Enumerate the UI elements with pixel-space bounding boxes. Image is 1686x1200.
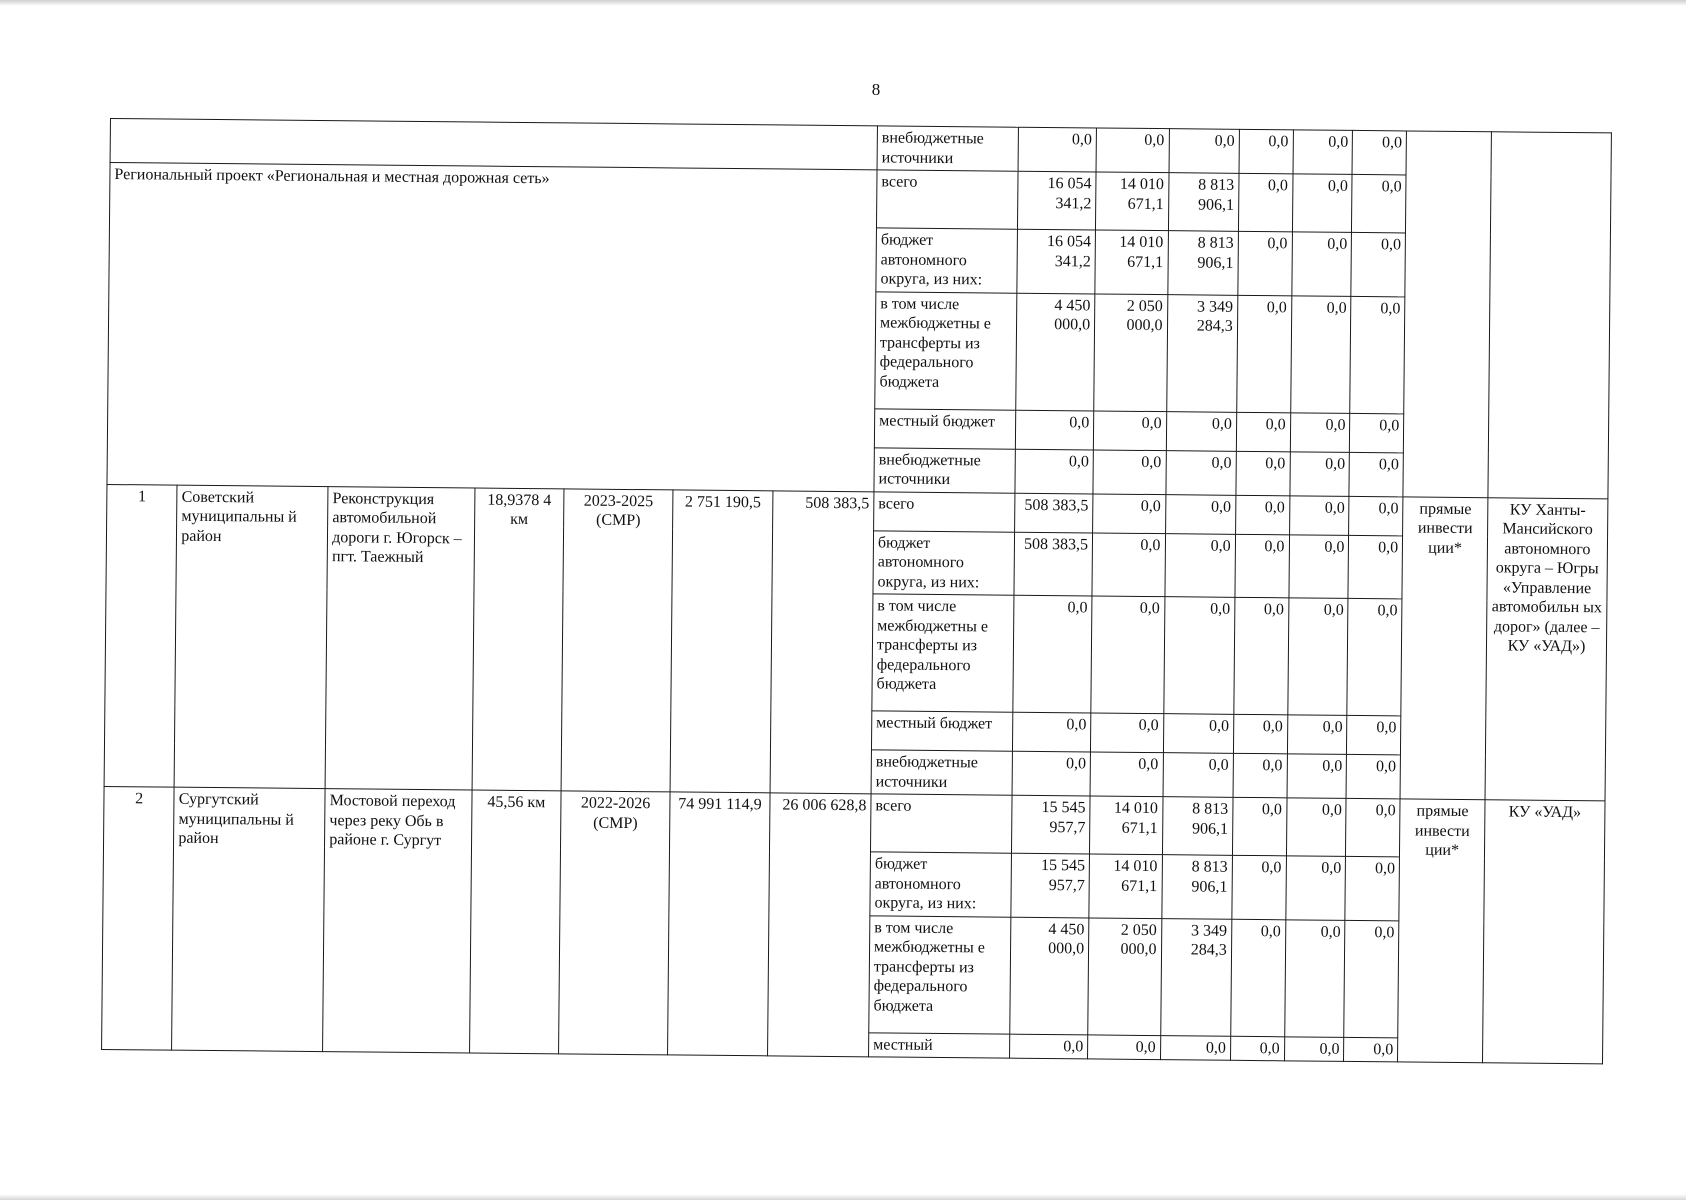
row-label: всего xyxy=(874,491,1015,531)
remaining-cost-cell: 26 006 628,8 xyxy=(767,793,871,1057)
value-cell: 0,0 xyxy=(1231,919,1286,1037)
value-cell: 0,0 xyxy=(1290,412,1350,452)
value-cell: 0,0 xyxy=(1093,449,1166,494)
value-cell: 0,0 xyxy=(1169,129,1240,174)
value-cell: 0,0 xyxy=(1287,598,1348,716)
value-cell: 0,0 xyxy=(1230,1036,1284,1061)
value-cell: 0,0 xyxy=(1160,1035,1231,1060)
value-cell: 0,0 xyxy=(1235,495,1289,535)
value-cell: 0,0 xyxy=(1088,1034,1161,1059)
value-cell: 0,0 xyxy=(1009,1034,1088,1059)
empty-cell xyxy=(110,119,877,170)
value-cell: 0,0 xyxy=(1091,713,1164,753)
capacity-cell: 45,56 км xyxy=(470,790,561,1054)
object-number: 1 xyxy=(104,484,177,787)
value-cell: 0,0 xyxy=(1291,232,1352,296)
value-cell: 0,0 xyxy=(1237,295,1292,413)
value-cell: 2 050 000,0 xyxy=(1094,293,1167,411)
period-cell: 2023-2025 (СМР) xyxy=(561,488,673,792)
value-cell: 0,0 xyxy=(1012,712,1091,752)
value-cell: 4 450 000,0 xyxy=(1009,917,1089,1035)
value-cell: 0,0 xyxy=(1289,451,1349,496)
value-cell: 0,0 xyxy=(1349,452,1403,497)
budget-table-sheet xyxy=(101,118,1612,1117)
row-label: внебюджетные источники xyxy=(871,750,1012,795)
value-cell: 0,0 xyxy=(1347,598,1402,716)
value-cell: 8 813 906,1 xyxy=(1161,855,1232,919)
value-cell: 0,0 xyxy=(1239,129,1293,174)
value-cell: 14 010 671,1 xyxy=(1095,230,1168,294)
row-label: местный бюджет xyxy=(871,711,1012,751)
value-cell: 0,0 xyxy=(1344,1037,1398,1062)
value-cell: 15 545 957,7 xyxy=(1011,795,1090,854)
row-label: в том числе межбюджетны е трансферты из федерального бюджета xyxy=(872,594,1014,712)
value-cell: 16 054 341,2 xyxy=(1017,171,1096,230)
value-cell: 0,0 xyxy=(1351,232,1405,296)
regional-project-title: Региональный проект «Региональная и местная дорожная сеть» xyxy=(107,163,877,492)
row-label: в том числе межбюджетны е трансферты из федерального бюджета xyxy=(869,915,1011,1033)
value-cell: 15 545 957,7 xyxy=(1010,853,1089,917)
value-cell: 0,0 xyxy=(1018,127,1097,172)
row-label: внебюджетные источники xyxy=(874,447,1015,492)
cost-cell: 74 991 114,9 xyxy=(668,792,770,1056)
object-name-cell: Реконструкция автомобильной дороги г. Югорск – пгт. Таежный xyxy=(325,486,475,790)
value-cell: 0,0 xyxy=(1090,752,1163,797)
value-cell: 8 813 906,1 xyxy=(1168,173,1239,232)
budget-table xyxy=(101,118,1612,1064)
row-label: всего xyxy=(870,794,1011,853)
value-cell: 0,0 xyxy=(1233,753,1287,798)
row-label: местный бюджет xyxy=(874,408,1015,448)
value-cell: 0,0 xyxy=(1293,130,1353,175)
value-cell: 0,0 xyxy=(1163,753,1234,798)
capacity-cell: 18,9378 4 км xyxy=(472,488,564,791)
value-cell: 0,0 xyxy=(1348,535,1402,599)
value-cell: 0,0 xyxy=(1093,493,1166,533)
value-cell: 3 349 284,3 xyxy=(1160,918,1231,1036)
value-cell: 0,0 xyxy=(1352,174,1406,233)
value-cell: 0,0 xyxy=(1232,855,1286,919)
value-cell: 14 010 671,1 xyxy=(1096,172,1169,231)
value-cell: 508 383,5 xyxy=(1014,532,1093,596)
value-cell: 0,0 xyxy=(1096,128,1169,173)
row-label: бюджет автономного округа, из них: xyxy=(876,228,1017,293)
value-cell: 0,0 xyxy=(1349,496,1403,536)
value-cell: 0,0 xyxy=(1287,715,1347,755)
value-cell: 0,0 xyxy=(1094,410,1167,450)
value-cell: 0,0 xyxy=(1347,754,1401,799)
period-cell: 2022-2026 (СМР) xyxy=(558,791,670,1055)
value-cell: 3 349 284,3 xyxy=(1166,294,1237,412)
value-cell: 0,0 xyxy=(1232,797,1286,856)
value-cell: 0,0 xyxy=(1166,411,1237,451)
row-label: внебюджетные источники xyxy=(877,126,1018,171)
value-cell: 0,0 xyxy=(1285,856,1346,920)
value-cell: 0,0 xyxy=(1284,919,1345,1037)
empty-cell xyxy=(1488,176,1611,499)
value-cell: 0,0 xyxy=(1347,715,1401,755)
value-cell: 0,0 xyxy=(1236,412,1290,452)
scan-edge-bottom xyxy=(0,1194,1686,1200)
value-cell: 14 010 671,1 xyxy=(1089,854,1162,918)
value-cell: 0,0 xyxy=(1092,532,1165,596)
value-cell: 0,0 xyxy=(1238,231,1292,295)
value-cell: 0,0 xyxy=(1012,751,1091,796)
value-cell: 0,0 xyxy=(1344,920,1399,1038)
value-cell: 0,0 xyxy=(1234,597,1289,715)
object-name-cell: Мостовой переход через реку Обь в районе г. Сургут xyxy=(323,789,472,1053)
value-cell: 0,0 xyxy=(1091,596,1164,714)
scan-edge-top xyxy=(0,0,1686,6)
customer-cell: КУ Ханты-Мансийского автономного округа – Югры «Управление автомобильн ых дорог» (далее – КУ «УАД») xyxy=(1485,497,1608,801)
value-cell: 8 813 906,1 xyxy=(1167,231,1238,295)
mechanism-cell: прямые инвести ции* xyxy=(1398,799,1485,1063)
value-cell: 0,0 xyxy=(1015,410,1094,450)
value-cell: 0,0 xyxy=(1163,714,1234,754)
value-cell: 16 054 341,2 xyxy=(1016,229,1095,293)
value-cell: 0,0 xyxy=(1012,595,1092,713)
object-number: 2 xyxy=(102,786,175,1050)
value-cell: 0,0 xyxy=(1015,449,1094,494)
remaining-cost-cell: 508 383,5 xyxy=(770,490,874,793)
value-cell: 8 813 906,1 xyxy=(1162,797,1233,856)
value-cell: 0,0 xyxy=(1238,173,1292,232)
row-label: бюджет автономного округа, из них: xyxy=(873,530,1014,595)
value-cell: 0,0 xyxy=(1353,130,1407,175)
value-cell: 0,0 xyxy=(1287,754,1347,799)
row-label: всего xyxy=(876,170,1017,229)
value-cell: 4 450 000,0 xyxy=(1015,293,1095,411)
value-cell: 0,0 xyxy=(1165,494,1236,534)
value-cell: 0,0 xyxy=(1284,1036,1344,1061)
row-label: в том числе межбюджетны е трансферты из федерального бюджета xyxy=(875,291,1017,409)
customer-cell: КУ «УАД» xyxy=(1482,800,1605,1064)
value-cell: 0,0 xyxy=(1289,495,1349,535)
page-number: 8 xyxy=(871,80,881,99)
value-cell: 0,0 xyxy=(1290,295,1351,413)
municipality-cell: Советский муниципальны й район xyxy=(174,485,328,789)
value-cell: 0,0 xyxy=(1350,413,1404,453)
value-cell: 2 050 000,0 xyxy=(1088,917,1161,1035)
value-cell: 0,0 xyxy=(1236,451,1290,496)
value-cell: 0,0 xyxy=(1292,174,1353,233)
value-cell: 0,0 xyxy=(1165,450,1236,495)
value-cell: 0,0 xyxy=(1235,534,1289,598)
value-cell: 0,0 xyxy=(1345,856,1399,920)
value-cell: 0,0 xyxy=(1233,714,1287,754)
row-label: бюджет автономного округа, из них: xyxy=(870,852,1011,917)
empty-cell xyxy=(1406,131,1491,176)
value-cell: 0,0 xyxy=(1286,798,1347,857)
value-cell: 0,0 xyxy=(1346,798,1400,857)
cost-cell: 2 751 190,5 xyxy=(670,489,772,792)
mechanism-cell: прямые инвести ции* xyxy=(1400,496,1488,799)
municipality-cell: Сургутский муниципальны й район xyxy=(172,787,325,1051)
empty-cell xyxy=(1403,175,1491,497)
value-cell: 0,0 xyxy=(1288,534,1349,598)
row-label: местный xyxy=(869,1032,1010,1058)
value-cell: 508 383,5 xyxy=(1014,493,1093,533)
value-cell: 0,0 xyxy=(1350,296,1405,414)
empty-cell xyxy=(1491,132,1611,177)
value-cell: 0,0 xyxy=(1163,597,1234,715)
value-cell: 14 010 671,1 xyxy=(1090,796,1163,855)
value-cell: 0,0 xyxy=(1164,533,1235,597)
